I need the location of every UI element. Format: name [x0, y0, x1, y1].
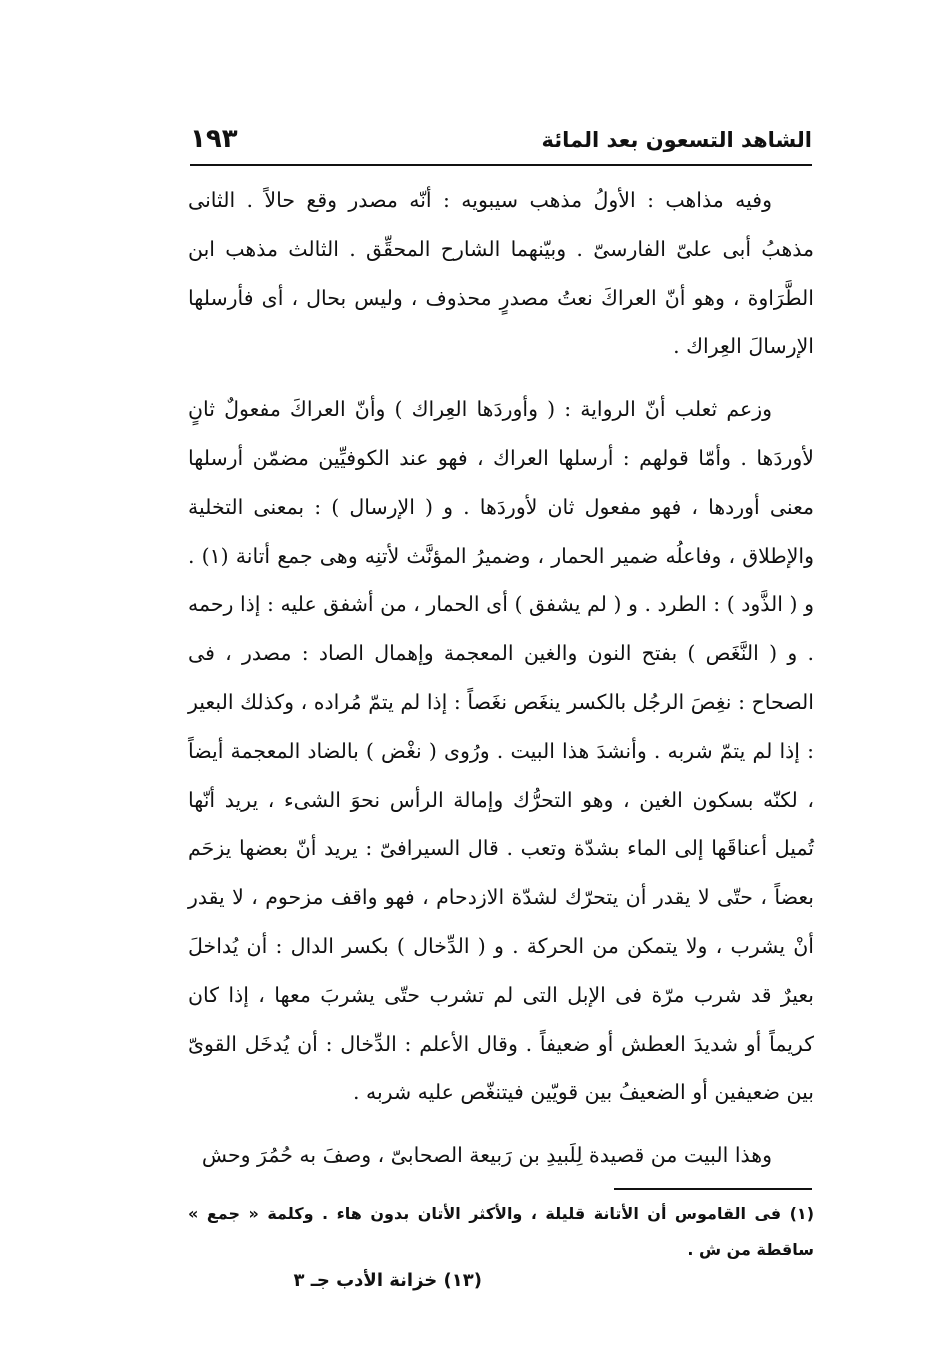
signature-mark: (١٣) خزانة الأدب جـ ٣ [293, 1270, 482, 1291]
page-number: ١٩٣ [190, 124, 238, 154]
page-header [190, 124, 812, 164]
running-title: الشاهد التسعون بعد المائة [541, 128, 812, 152]
paragraph-2: وزعم ثعلب أنّ الرواية : ( وأوردَها العِراك ) وأنّ العراكَ مفعولٌ ثانٍ لأوردَها . وأمّا قولهم : أرسلها العراك ، فهو عند الكوفيِّين مضمّن أرسلها معنى أوردها ، فهو مفعول ثان لأوردَها . و ( الإرسال ) : بمعنى التخلية والإطلاق ، وفاعلُه ضمير الحمار ، وضميرُ المؤنَّث لأتنِه وهى جمع أتانة (١) . و ( الذَّود ) : الطرد . و ( لم يشفق ) أى الحمار ، من أشفق عليه : إذا رحمه . و ( النَّغَص ) بفتح النون والغين المعجمة وإهمال الصاد : مصدر ، فى الصحاح : نغِصَ الرجُل بالكسر ينغَص نغَصاً : إذا لم يتمّ مُراده ، وكذلك البعير : إذا لم يتمّ شربه . وأنشدَ هذا البيت . ورُوى ( نغْض ) بالضاد المعجمة أيضاً ، لكنّه بسكون الغين ، وهو التحرُّك وإمالة الرأس نحوَ الشىء ، يريد أنّها تُميل أعناقَها إلى الماء بشدّة وتعب . قال السيرافىّ : يريد أنّ بعضها يزحَم بعضاً ، حتّى لا يقدر أن يتحرّك لشدّة الازدحام ، فهو واقف مزحوم ، لا يقدر أنْ يشرب ، ولا يتمكن من الحركة . و ( الدِّخال ) بكسر الدال : أن يُداخلَ بعيرٌ قد شرب مرّة فى الإبل التى لم تشرب حتّى يشربَ معها ، إذا كان كريماً أو شديدَ العطش أو ضعيفاً . وقال الأعلم : الدِّخال : أن يُدخَل القوىّ بين ضعيفين أو الضعيفُ بين قويّين فيتنغّص عليه شربه . [188, 397, 814, 1105]
paragraph-1: وفيه مذاهب : الأولُ مذهب سيبويه : أنّه مصدر وقع حالاً . الثانى مذهبُ أبى علىّ الفارسىّ . وبيّنهما الشارح المحقِّق . الثالث مذهب ابن الطَّرَاوة ، وهو أنّ العراكَ نعتُ مصدرٍ محذوف ، وليس بحال ، أى فأرسلها الإرسالَ العِراك . [188, 188, 814, 359]
body-text [188, 176, 814, 1180]
footnote-rule [614, 1188, 812, 1190]
paragraph-3: وهذا البيت من قصيدة لِلَبيدِ بن رَبيعة الصحابىّ ، وصفَ به حُمُرَ وحش [201, 1143, 772, 1168]
footnote: (١) فى القاموس أن الأتانة قليلة ، والأكثر الأتان بدون هاء . وكلمة « جمع » ساقطة من ش . [188, 1204, 814, 1259]
header-rule [190, 164, 812, 166]
